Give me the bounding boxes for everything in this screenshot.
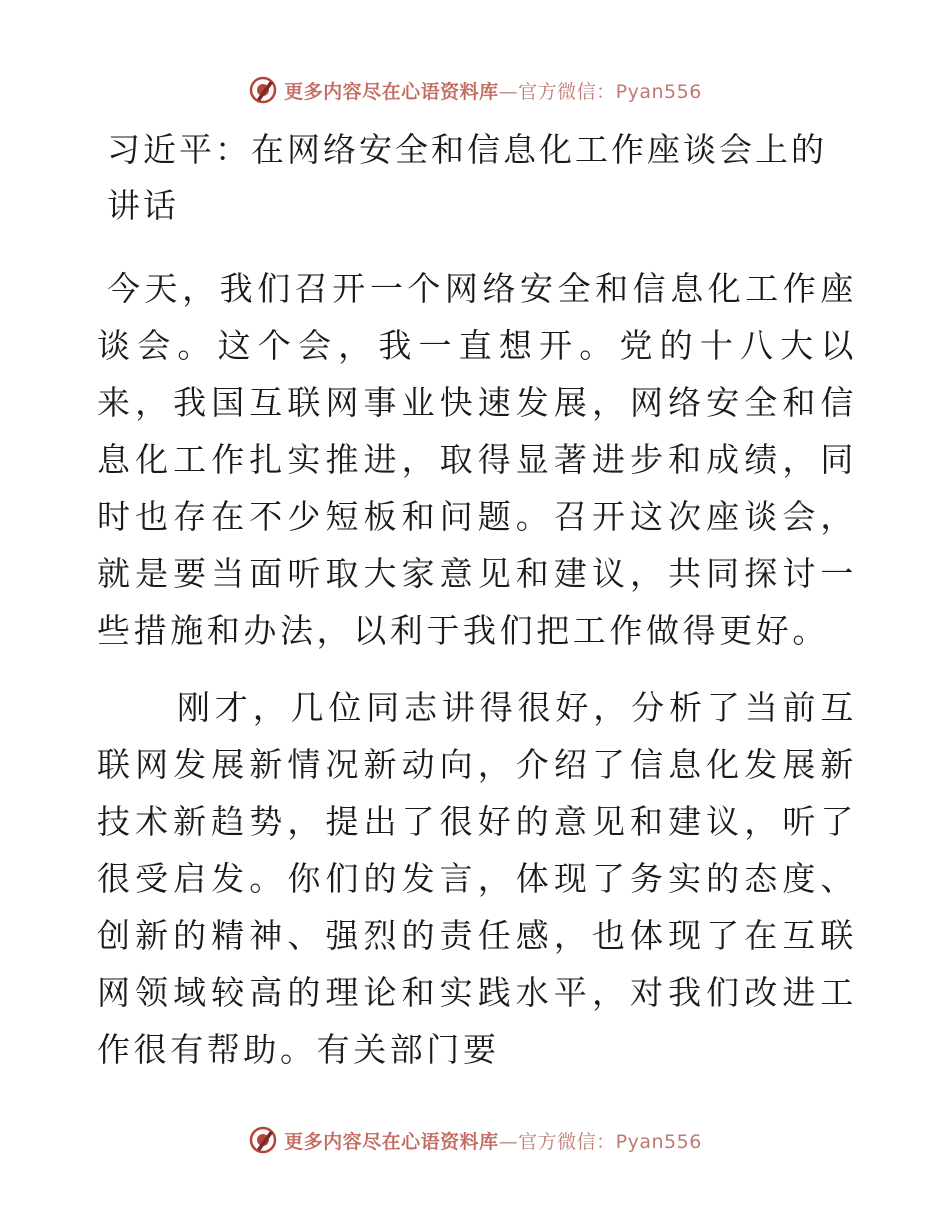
banner-wechat-text: 官方微信：Pyan556 xyxy=(518,1130,702,1153)
pen-circle-icon xyxy=(248,75,278,105)
banner-wechat-text: 官方微信：Pyan556 xyxy=(518,80,702,103)
paragraph-2: 刚才，几位同志讲得很好，分析了当前互联网发展新情况新动向，介绍了信息化发展新技术新趋势，提出了很好的意见和建议，听了很受启发。你们的发言，体现了务实的态度、创新的精神、强烈的责任感，也体现了在互联网领域较高的理论和实践水平，对我们改进工作很有帮助。有关部门要 xyxy=(97,688,857,1069)
paragraph-1: 今天，我们召开一个网络安全和信息化工作座谈会。这个会，我一直想开。党的十八大以来，我国互联网事业快速发展，网络安全和信息化工作扎实推进，取得显著进步和成绩，同时也存在不少短板和问题。召开这次座谈会，就是要当面听取大家意见和建议，共同探讨一些措施和办法，以利于我们把工作做得更好。 xyxy=(97,269,857,650)
footer-banner xyxy=(0,1120,950,1160)
banner-dash: — xyxy=(498,80,519,103)
banner-text xyxy=(284,1127,702,1154)
banner-dash: — xyxy=(498,1130,519,1153)
pen-circle-icon xyxy=(248,1125,278,1155)
banner-text xyxy=(284,77,702,104)
document-title: 习近平：在网络安全和信息化工作座谈会上的讲话 xyxy=(107,130,827,225)
banner-main-text: 更多内容尽在心语资料库 xyxy=(284,1130,499,1153)
banner-main-text: 更多内容尽在心语资料库 xyxy=(284,80,499,103)
document-body xyxy=(97,122,857,1098)
header-banner xyxy=(0,70,950,110)
